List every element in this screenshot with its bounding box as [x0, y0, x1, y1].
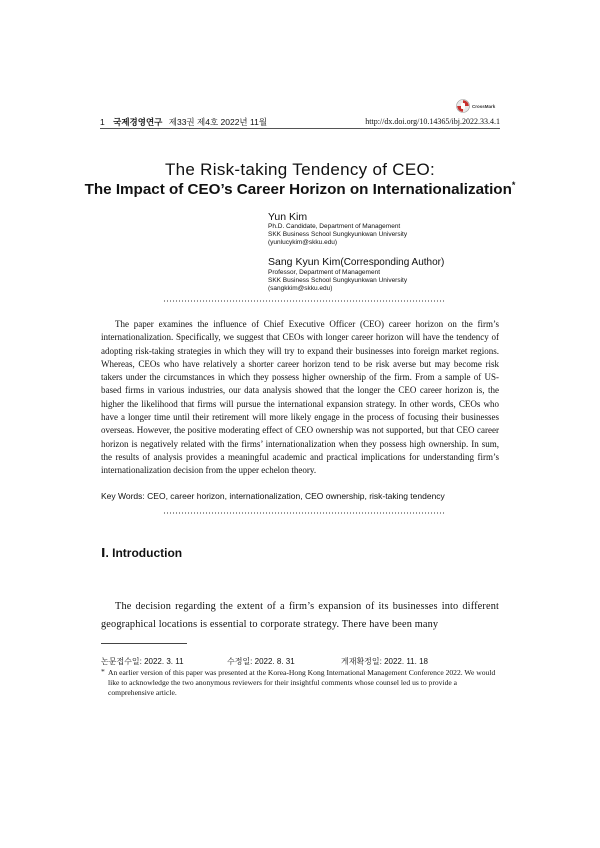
journal-name: 국제경영연구 [113, 117, 163, 127]
keywords-value: CEO, career horizon, internationalization, CEO ownership, risk-taking tendency [147, 491, 445, 501]
crossmark-label: CrossMark [472, 103, 496, 109]
dotted-divider [163, 512, 445, 514]
keywords-label: Key Words: [101, 491, 145, 501]
title-footnote-marker: * [511, 180, 516, 190]
received-date: 논문접수일: 2022. 3. 11 [101, 657, 184, 666]
author-position: Ph.D. Candidate, Department of Management [268, 223, 401, 230]
author-name: Yun Kim [268, 211, 308, 223]
footnote-divider [101, 643, 187, 644]
dotted-divider [163, 300, 445, 302]
author-institution: SKK Business School Sungkyunkwan University [268, 231, 408, 238]
author-name: Sang Kyun Kim [268, 256, 341, 268]
doi-link[interactable]: http://dx.doi.org/10.14365/ibj.2022.33.4.1 [365, 117, 500, 126]
abstract: The paper examines the influence of Chief Executive Officer (CEO) career horizon on the firm’s internationalization. Specifically, we suggest that CEOs with longer career horizon will have the tendency of adopting risk-taking strategies in which they will try to expand their businesses into foreign market regions. Whereas, CEOs who have relatively a shorter career horizon tend to be risk averse but may become risk takers under the circumstances in which they possess higher ownership of the firm. From a sample of US-based firms in various industries, our data analysis showed that the longer the CEO career horizon is, the higher the likelihood that firms will pursue the international expansion strategy. In other words, CEOs who have a longer time until their retirement will more likely engage in the process of focusing their businesses overseas. However, the positive moderating effect of CEO ownership was not supported, but that CEO career horizon is negatively related with the firms’ internationalization when they possess high ownership. In sum, the results of analysis provides a meaningful academic and practical implications for understanding firm’s internationalization decision from the upper echelon theory. [101, 319, 499, 476]
crossmark-icon [456, 99, 470, 113]
author-email: (yunlucykim@skku.edu) [268, 239, 338, 246]
revised-date: 수정일: 2022. 8. 31 [227, 657, 295, 666]
author-position: Professor, Department of Management [268, 269, 381, 276]
paper-title-line-1: The Risk-taking Tendency of CEO: [164, 160, 436, 179]
footnote-star: * [101, 667, 105, 676]
author-institution: SKK Business School Sungkyunkwan University [268, 277, 408, 284]
running-header [100, 116, 267, 128]
crossmark-badge[interactable] [456, 99, 495, 113]
paper-title-line-2 [0, 180, 600, 198]
journal-issue: 제33권 제4호 2022년 11월 [168, 117, 268, 127]
footnote [101, 668, 499, 698]
author-block-1 [268, 211, 407, 247]
author-email: (sangkkim@skku.edu) [268, 285, 333, 292]
footnote-text: An earlier version of this paper was presented at the Korea-Hong Kong International Management Conference 2022. We would like to acknowledge the two anonymous reviewers for their insightful comments whose counsel led us to provide a comprehensive article. [108, 668, 496, 697]
author-block-2 [268, 256, 444, 293]
body-paragraph: The decision regarding the extent of a firm’s expansion of its businesses into different geographical locations is essential to corporate strategy. There have been many [101, 601, 499, 630]
page-number: 1 [100, 117, 105, 127]
keywords [101, 491, 445, 501]
section-heading: Ⅰ. Introduction [101, 546, 183, 560]
author-role: (Corresponding Author) [340, 257, 445, 268]
accepted-date: 게재확정일: 2022. 11. 18 [341, 657, 428, 666]
paper-title-text: The Impact of CEO’s Career Horizon on Internationalization [84, 181, 512, 199]
header-divider [100, 128, 500, 129]
